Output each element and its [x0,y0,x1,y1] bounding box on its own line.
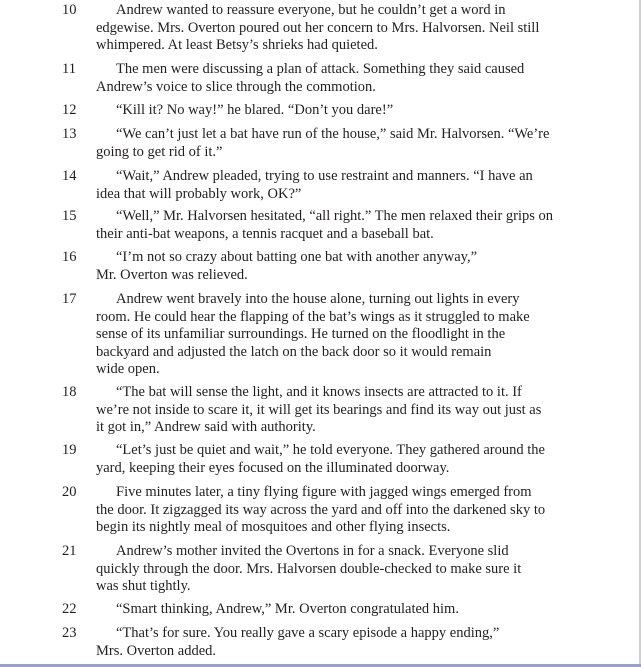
paragraph-text [96,291,566,379]
paragraph-number: 16 [62,249,77,265]
text-line: was shut tightly. [96,578,191,594]
text-line: “Kill it? No way!” he blared. “Don’t you dare!” [116,102,394,118]
text-line: room. He could hear the flapping of the bat’s wings as it struggled to make [96,308,530,325]
text-line: quickly through the door. Mrs. Halvorsen double-checked to make sure it [96,560,522,577]
paragraph-number: 19 [62,442,77,458]
paragraph-number: 15 [62,208,77,224]
text-line: idea that will probably work, OK?” [96,185,302,202]
text-line: wide open. [96,361,160,377]
text-line: Andrew wanted to reassure everyone, but he couldn’t get a word in [116,2,506,18]
text-line: Mr. Overton was relieved. [96,266,248,283]
paragraph-text [96,168,566,203]
text-line: Five minutes later, a tiny flying figure with jagged wings emerged from [116,484,532,500]
text-line: edgewise. Mrs. Overton poured out her concern to Mrs. Halvorsen. Neil still [96,19,540,36]
text-line: going to get rid of it.” [96,143,223,160]
paragraph-text [96,625,566,660]
paragraph-text [96,384,566,437]
paragraph-number: 20 [62,484,77,500]
paragraph-text [96,249,566,284]
text-line: “Wait,” Andrew pleaded, trying to use restraint and manners. “I have an [116,168,533,184]
paragraph-number: 12 [62,102,77,118]
text-line: it got in,” Andrew said with authority. [96,419,316,435]
text-line: backyard and adjusted the latch on the back door so it would remain [96,343,492,360]
text-line: “Let’s just be quiet and wait,” he told everyone. They gathered around the [116,442,545,458]
text-line: whimpered. At least Betsy’s shrieks had quieted. [96,37,378,53]
text-line: “Smart thinking, Andrew,” Mr. Overton congratulated him. [116,601,459,617]
text-line: “We can’t just let a bat have run of the house,” said Mr. Halvorsen. “We’re [116,126,550,142]
paragraph-text [96,61,566,96]
paragraph-text [96,601,566,619]
paragraph-number: 23 [62,625,77,641]
text-line: The men were discussing a plan of attack. Something they said caused [116,61,525,77]
text-line: yard, keeping their eyes focused on the illuminated doorway. [96,459,450,476]
text-line: Mrs. Overton added. [96,642,217,659]
paragraph-text [96,208,566,243]
paragraph-text [96,102,566,120]
text-line: “I’m not so crazy about batting one bat with another anyway,” [116,249,478,265]
paragraph-number: 11 [62,61,76,77]
text-line: their anti-bat weapons, a tennis racquet and a baseball bat. [96,225,434,242]
paragraph-number: 21 [62,543,77,559]
paragraph-number: 10 [62,2,77,18]
text-line: “That’s for sure. You really gave a scary episode a happy ending,” [116,625,500,641]
text-line: Andrew went bravely into the house alone, turning out lights in every [116,291,520,307]
text-line: “The bat will sense the light, and it knows insects are attracted to it. If [116,384,522,400]
paragraph-text [96,484,566,537]
text-line: the door. It zigzagged its way across the yard and off into the darkened sky to [96,501,546,518]
paragraph-number: 14 [62,168,77,184]
paragraph-number: 18 [62,384,77,400]
paragraph-number: 17 [62,291,77,307]
text-line: begin its nightly meal of mosquitoes and other flying insects. [96,519,451,535]
text-line: “Well,” Mr. Halvorsen hesitated, “all right.” The men relaxed their grips on [116,208,554,224]
text-line: Andrew’s mother invited the Overtons in for a snack. Everyone slid [116,543,509,559]
paragraph-number: 22 [62,601,77,617]
text-line: sense of its unfamiliar surroundings. He turned on the floodlight in the [96,326,506,342]
paragraph-text [96,442,566,477]
paragraph-text [96,2,566,55]
paragraph-number: 13 [62,126,77,142]
paragraph-text [96,543,566,596]
paragraph-text [96,126,566,161]
text-line: we’re not inside to scare it, it will get its bearings and find its way out just as [96,401,542,418]
text-line: Andrew’s voice to slice through the commotion. [96,78,376,95]
